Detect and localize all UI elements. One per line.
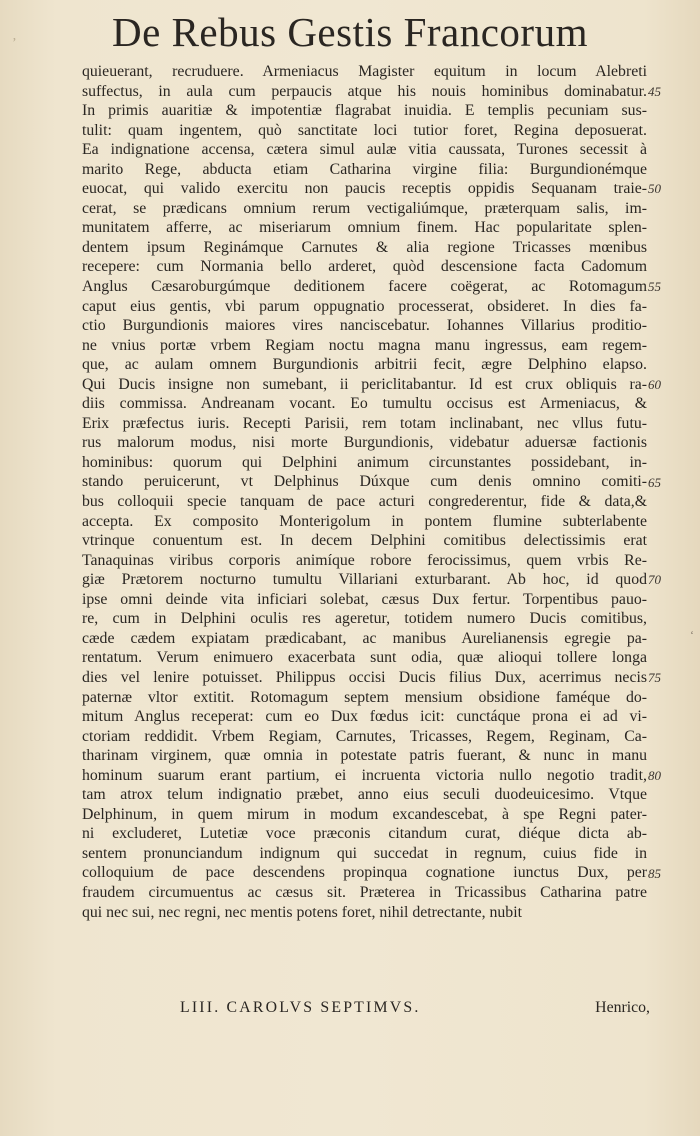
text-line: dentem ipsum Reginámque Carnutes & alia regione Tricasses mœnibus — [82, 238, 647, 256]
chapter-line — [180, 998, 650, 1018]
text-line: tulit: quam ingentem, quò sanctitate loci tutior foret, Regina deposuerat. — [82, 121, 647, 139]
text-line: qui nec sui, nec regni, nec mentis potens foret, nihil detrectante, nubit — [82, 903, 522, 921]
text-line: munitatem afferre, ac miseriarum omnium finem. Hac popularitate splen- — [82, 219, 647, 237]
text-line: diis commissa. Andreanam vocant. Eo tumultu occisus est Armeniacus, & — [82, 395, 647, 413]
text-line: paternæ vltor extitit. Rotomagum septem mensium obsidione faméque do- — [82, 688, 647, 706]
line-number: 45 — [648, 83, 661, 99]
body-text — [82, 62, 647, 922]
line-number: 60 — [648, 376, 661, 392]
text-line: tam atrox telum indignatio præbet, anno eius seculi duodeuicesimo. Vtque — [82, 786, 647, 804]
text-line: cæde cædem expiatam prædicabant, ac manibus Aurelianensis egregie pa- — [82, 629, 647, 647]
text-line: stando peruicerunt, vt Delphinus Dúxque cum denis omnino comiti- — [82, 473, 647, 491]
text-line: dies vel lenire potuisset. Philippus occisi Ducis filius Dux, acerrimus necis — [82, 668, 647, 686]
text-line: colloquium de pace descendens propinqua cognatione iunctus Dux, per — [82, 864, 647, 882]
text-line: rentatum. Verum enimuero exacerbata sunt odia, quæ alioqui tollere longa — [82, 649, 647, 667]
text-line: Qui Ducis insigne non sumebant, ii periclitabantur. Id est crux obliquis ra- — [82, 375, 647, 393]
text-line: fraudem circumuentus ac cæsus sit. Præterea in Tricassibus Catharina patre — [82, 883, 647, 901]
text-line: Tanaquinas viribus corporis animíque robore ferocissimus, quem vrbis Re- — [82, 551, 647, 569]
section-heading: LIII. CAROLVS SEPTIMVS. — [180, 999, 421, 1016]
line-number: 70 — [648, 572, 661, 588]
text-line: Ea indignatione accensa, cætera simul aulæ vitia caussata, Turones secessit à — [82, 141, 647, 159]
text-line: Delphinum, in quem mirum in modum excandescebat, à spe Regni pater- — [82, 805, 647, 823]
text-line: giæ Prætorem nocturno tumultu Villariani exturbarant. Ab hoc, id quod — [82, 571, 647, 589]
line-number: 80 — [648, 767, 661, 783]
text-line: marito Rege, abducta etiam Catharina virgine filia: Burgundionémque — [82, 160, 647, 178]
text-line: que, ac aulam omnem Burgundionis arbitrii fecit, ægre Delphino elapso. — [82, 356, 647, 374]
text-line: mitum Anglus receperat: cum eo Dux fœdus icit: cunctáque prona ei ad vi- — [82, 708, 647, 726]
text-line: cerat, se prædicans omnium rerum vectigaliúmque, præterquam salis, im- — [82, 199, 647, 217]
line-number: 50 — [648, 181, 661, 197]
line-number: 85 — [648, 865, 661, 881]
text-line: tharinam virginem, quæ omnia in potestate patris fuerant, & nunc in manu — [82, 747, 647, 765]
text-line: hominum suarum erant partium, ei incruenta victoria nullo negotio tradit, — [82, 766, 647, 784]
text-line: vtrinque conuentum est. In decem Delphini comitibus delectissimis erat — [82, 532, 647, 550]
catchword: Henrico, — [595, 999, 650, 1016]
text-line: suffectus, in aula cum perpaucis atque his nouis hominibus dominabatur. — [82, 82, 647, 100]
margin-mark: ʻ — [690, 628, 694, 642]
line-number: 65 — [648, 474, 661, 490]
text-line: Anglus Cæsaroburgúmque deditionem facere coëgerat, ac Rotomagum — [82, 278, 647, 296]
text-line: caput eius gentis, vbi parum oppugnatio processerat, obsideret. In dies fa- — [82, 297, 647, 315]
text-line: accepta. Ex composito Monterigolum in pontem flumine subterlabente — [82, 512, 647, 530]
page-stain: ʼ — [12, 36, 17, 51]
text-line: euocat, qui valido exercitu non paucis receptis oppidis Sequanam traie- — [82, 180, 647, 198]
running-title: De Rebus Gestis Francorum — [112, 9, 588, 55]
line-number: 75 — [648, 670, 661, 686]
text-line: ni excluderet, Lutetiæ voce præconis citandum curat, diéque dicta ab- — [82, 825, 647, 843]
text-line: rus malorum modus, nisi morte Burgundionis, videbatur aduersæ factionis — [82, 434, 647, 452]
text-line: sentem pronunciandum indignum qui succedat in regnum, cuius fide in — [82, 844, 647, 862]
text-line: ne vnius portæ vrbem Regiam noctu magna manu ingressus, eam regem- — [82, 336, 647, 354]
text-line: ipse omni deinde vita inficiari solebat, cæsus Dux fertur. Torpentibus pauo- — [82, 590, 647, 608]
text-line: ctio Burgundionis maiores vires nanciscebatur. Iohannes Villarius proditio- — [82, 317, 647, 335]
text-line: bus colloquii specie tanquam de pace acturi congrederentur, fide & data,& — [82, 493, 647, 511]
text-line: re, cum in Delphini oculis res ageretur, totidem numero Ducis comitibus, — [82, 610, 647, 628]
text-line: hominibus: quorum qui Delphini animum circunstantes possidebant, in- — [82, 453, 647, 471]
text-line: In primis auaritiæ & impotentiæ flagrabat inuidia. E templis pecuniam sus- — [82, 102, 647, 120]
text-line: quieuerant, recruduere. Armeniacus Magister equitum in locum Alebreti — [82, 63, 647, 80]
text-line: Erix præfectus iuris. Recepti Parisii, rem totam inclinabant, nec vllus futu- — [82, 414, 647, 432]
line-number: 55 — [648, 279, 661, 295]
text-line: ctoriam reddidit. Vrbem Regiam, Carnutes, Tricasses, Regem, Reginam, Ca- — [82, 727, 647, 745]
text-line: recepere: cum Normania bello arderet, quòd descensione facta Cadomum — [82, 258, 647, 276]
